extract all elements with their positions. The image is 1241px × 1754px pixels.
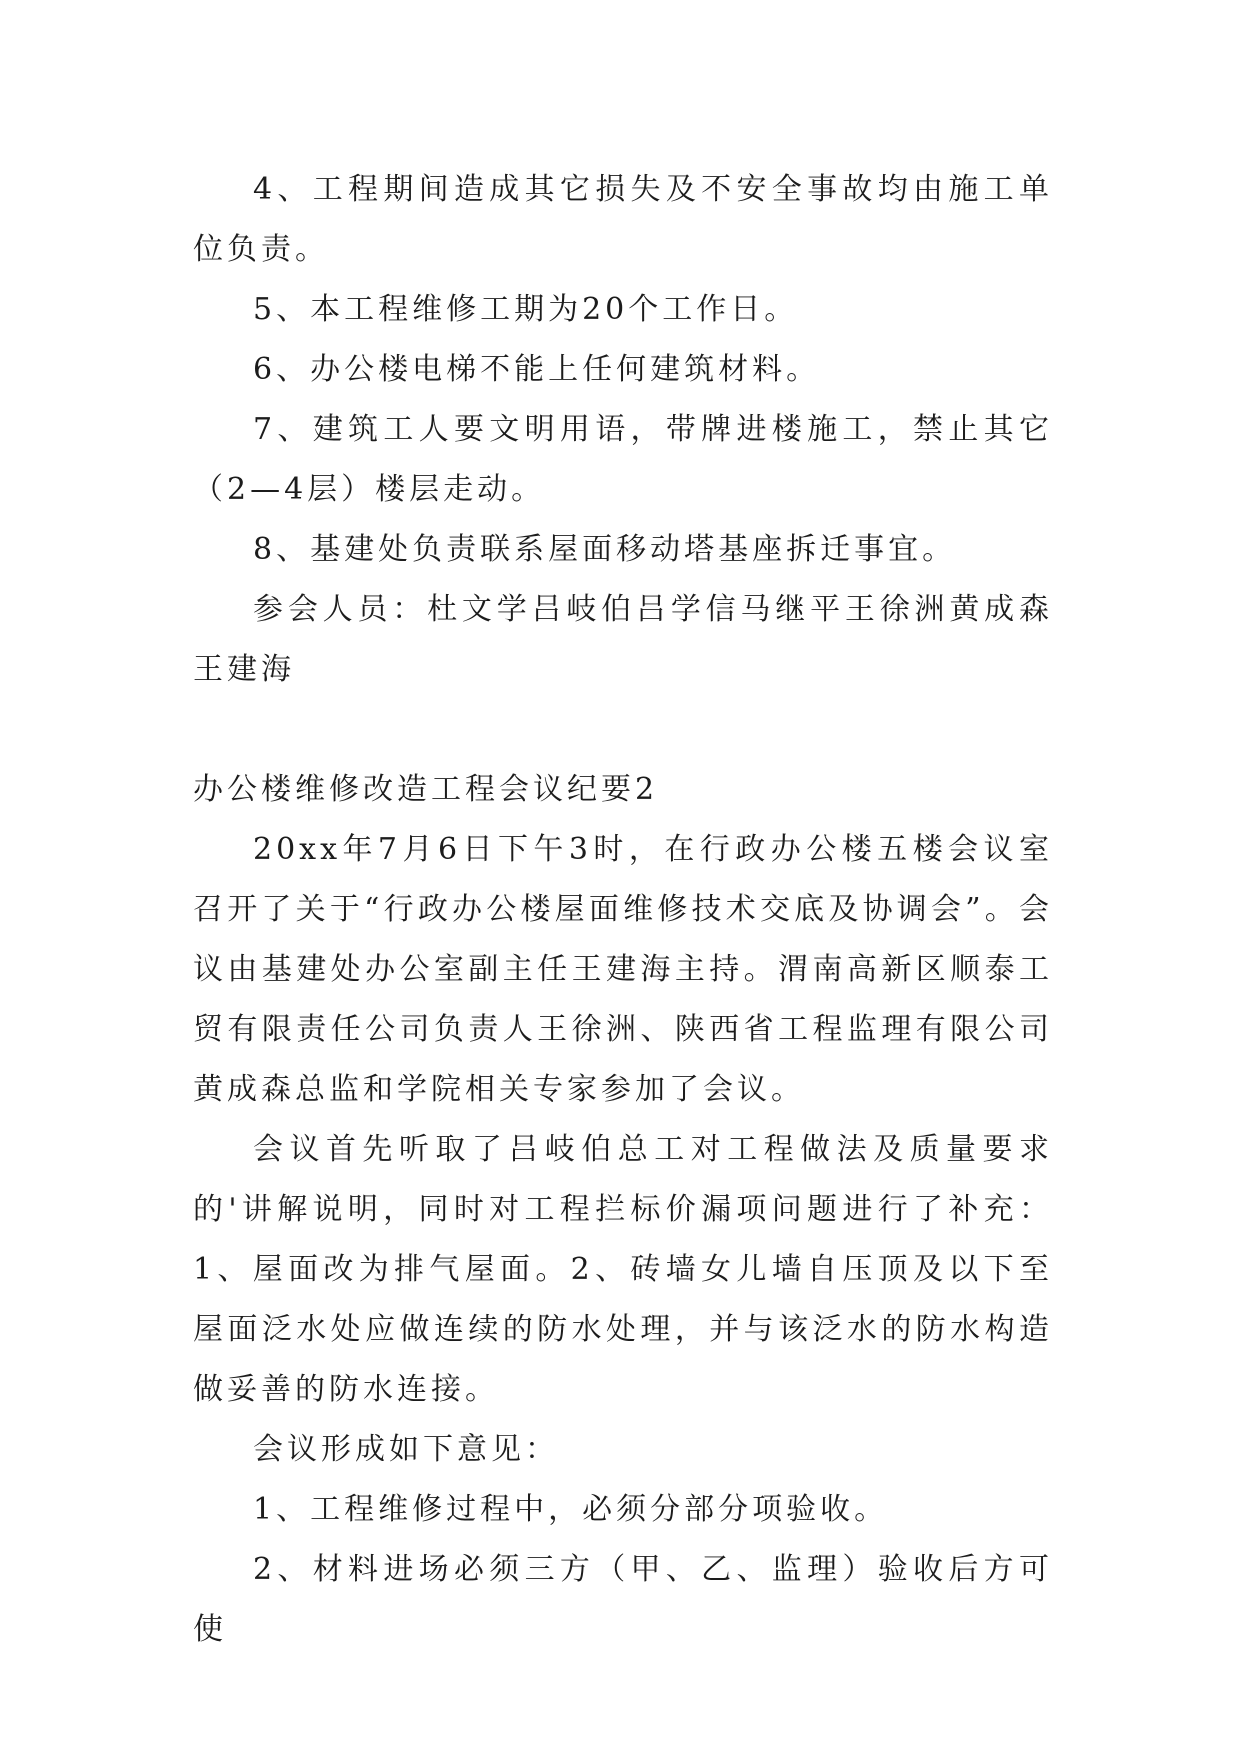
paragraph-item-7: 7、建筑工人要文明用语，带牌进楼施工，禁止其它（2—4层）楼层走动。 bbox=[193, 412, 1053, 507]
paragraph-item-5: 5、本工程维修工期为20个工作日。 bbox=[253, 292, 799, 327]
paragraph-item-4: 4、工程期间造成其它损失及不安全事故均由施工单位负责。 bbox=[193, 172, 1053, 267]
meeting-content-paragraph: 会议首先听取了吕岐伯总工对工程做法及质量要求的'讲解说明，同时对工程拦标价漏项问题进行了补充：1、屋面改为排气屋面。2、砖墙女儿墙自压顶及以下至屋面泛水处应做连续的防水处理，并与该泛水的防水构造做妥善的防水连接。 bbox=[193, 1132, 1053, 1407]
meeting-intro-paragraph: 20xx年7月6日下午3时，在行政办公楼五楼会议室召开了关于“行政办公楼屋面维修技术交底及协调会”。会议由基建处办公室副主任王建海主持。渭南高新区顺泰工贸有限责任公司负责人王徐洲、陕西省工程监理有限公司黄成森总监和学院相关专家参加了会议。 bbox=[193, 832, 1053, 1107]
document-body bbox=[193, 160, 1053, 1660]
paragraph-item-8: 8、基建处负责联系屋面移动塔基座拆迁事宜。 bbox=[253, 532, 957, 567]
opinions-heading: 会议形成如下意见： bbox=[253, 1432, 559, 1467]
attendees-paragraph: 参会人员：杜文学吕岐伯吕学信马继平王徐洲黄成森王建海 bbox=[193, 592, 1053, 687]
section-title: 办公楼维修改造工程会议纪要2 bbox=[193, 772, 659, 807]
paragraph-item-6: 6、办公楼电梯不能上任何建筑材料。 bbox=[253, 352, 821, 387]
opinion-item-1: 1、工程维修过程中，必须分部分项验收。 bbox=[253, 1492, 889, 1527]
opinion-item-2: 2、材料进场必须三方（甲、乙、监理）验收后方可使 bbox=[193, 1552, 1053, 1647]
